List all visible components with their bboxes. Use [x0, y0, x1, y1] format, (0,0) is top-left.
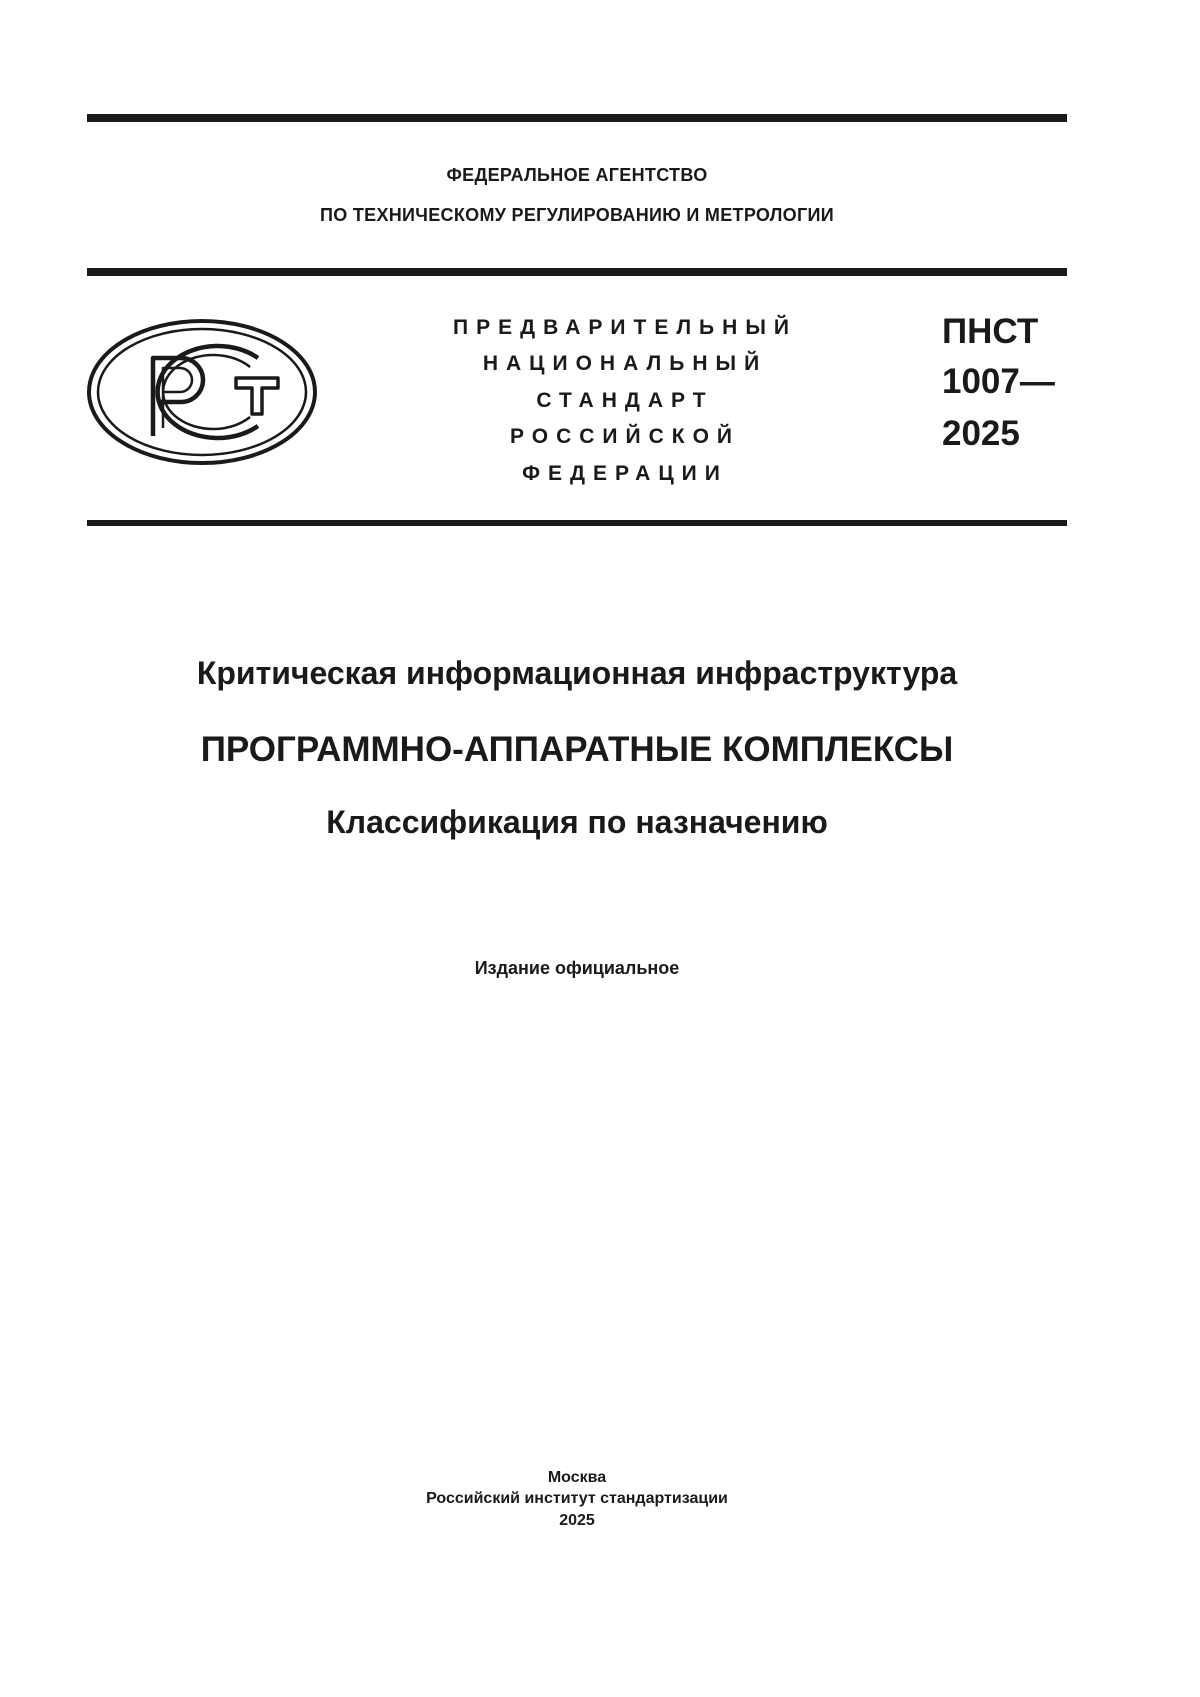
middle-rule	[87, 268, 1067, 276]
standard-type-line-3: СТАНДАРТ	[536, 389, 714, 412]
standard-code-number: 1007—	[942, 362, 1055, 401]
standard-code-year: 2025	[942, 414, 1020, 453]
edition-note: Издание официальное	[474, 958, 680, 978]
document-subject: ПРОГРАММНО-АППАРАТНЫЕ КОМПЛЕКСЫ	[200, 730, 954, 769]
imprint-city: Москва	[547, 1469, 607, 1486]
standard-type-line-2: НАЦИОНАЛЬНЫЙ	[482, 352, 768, 375]
standard-type-line-5: ФЕДЕРАЦИИ	[522, 462, 728, 485]
imprint-year: 2025	[559, 1512, 595, 1529]
document-subtitle: Классификация по назначению	[326, 804, 828, 840]
imprint-publisher: Российский институт стандартизации	[426, 1490, 728, 1507]
top-rule	[87, 114, 1067, 122]
standard-code-prefix: ПНСТ	[942, 312, 1039, 351]
document-title: Критическая информационная инфраструктура	[196, 655, 958, 691]
bottom-rule	[87, 520, 1067, 526]
standard-type-line-4: РОССИЙСКОЙ	[510, 425, 740, 448]
agency-name-line-1: ФЕДЕРАЛЬНОЕ АГЕНТСТВО	[446, 165, 708, 185]
agency-name-line-2: ПО ТЕХНИЧЕСКОМУ РЕГУЛИРОВАНИЮ И МЕТРОЛОГИИ	[320, 205, 834, 225]
standard-type-line-1: ПРЕДВАРИТЕЛЬНЫЙ	[453, 316, 797, 339]
gost-r-conformity-mark-icon	[86, 318, 318, 466]
